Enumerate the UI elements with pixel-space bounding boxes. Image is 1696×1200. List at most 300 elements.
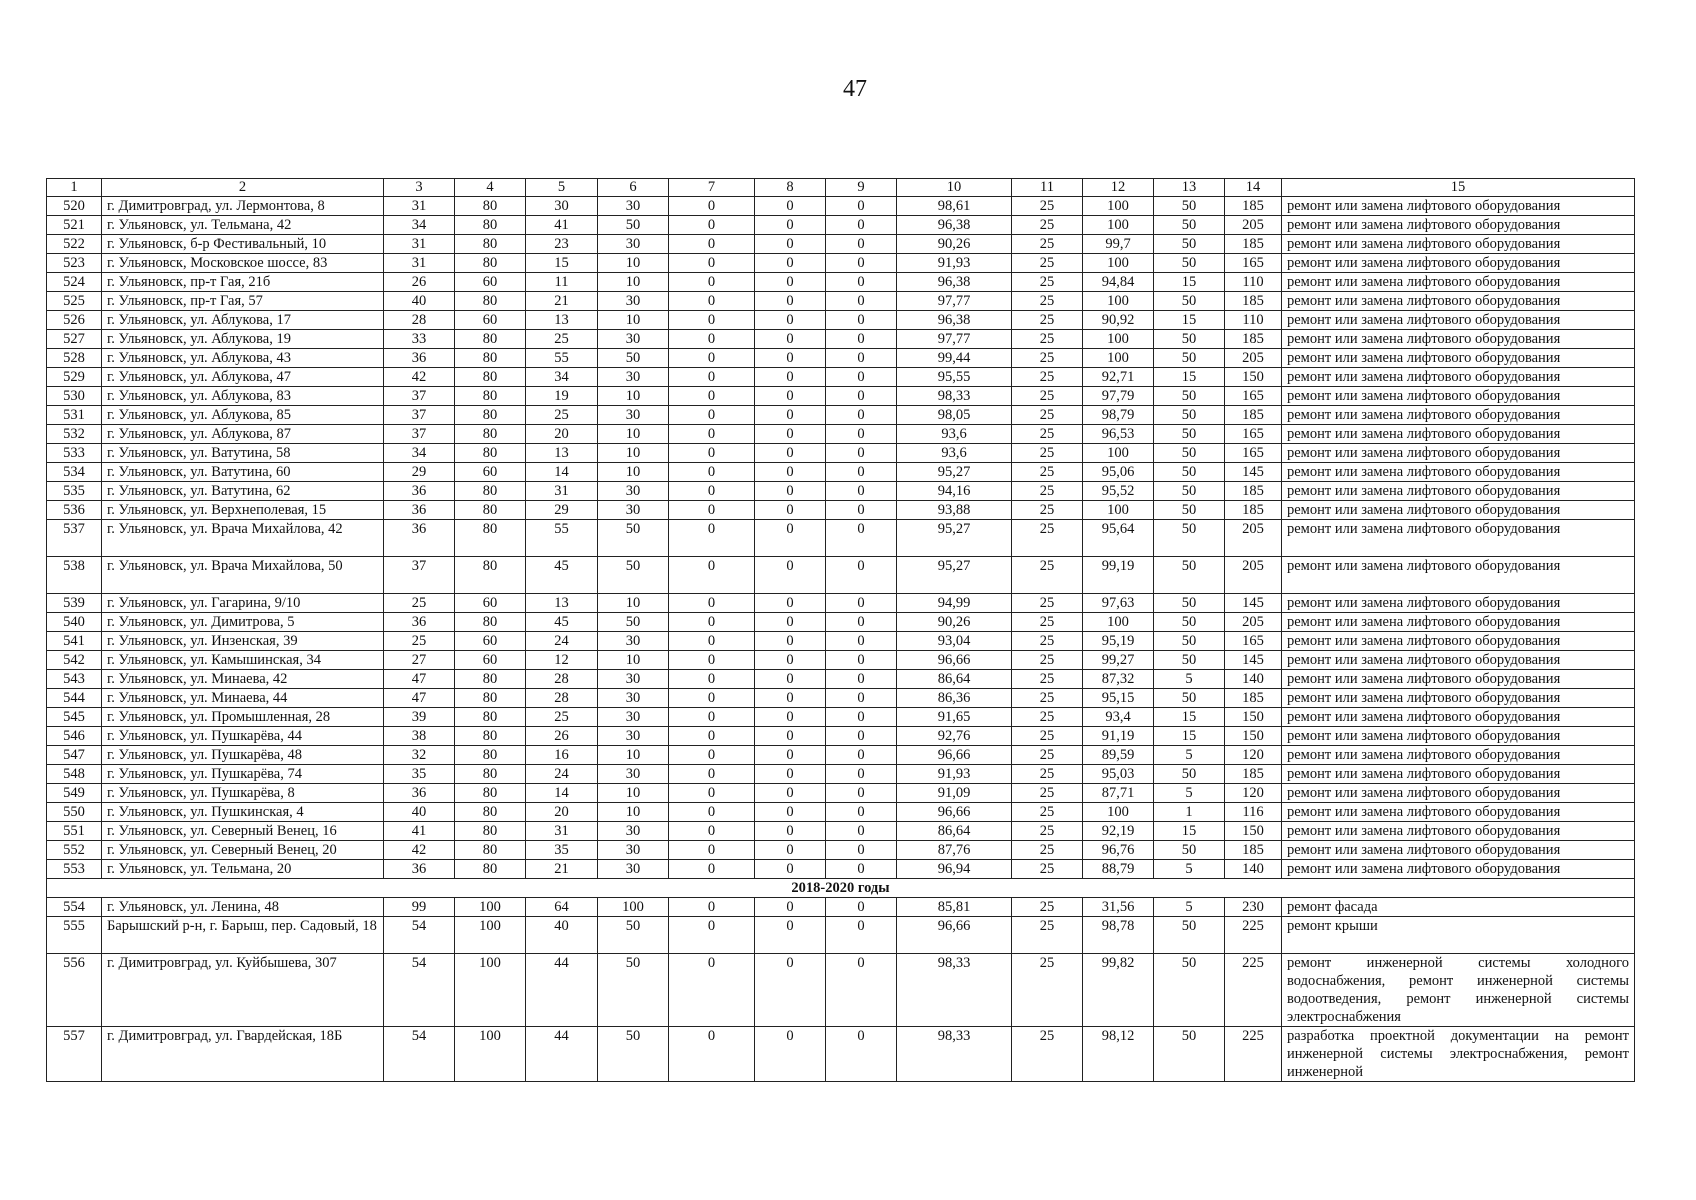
col9-cell: 0: [826, 1027, 897, 1082]
col11-cell: 25: [1012, 501, 1083, 520]
col10-cell: 85,81: [897, 898, 1012, 917]
col10-cell: 96,66: [897, 746, 1012, 765]
col7-cell: 0: [669, 670, 755, 689]
col9-cell: 0: [826, 444, 897, 463]
col6-cell: 50: [598, 216, 669, 235]
col5-cell: 41: [526, 216, 598, 235]
page-number: 47: [843, 76, 867, 102]
col4-cell: 80: [455, 670, 526, 689]
col9-cell: 0: [826, 746, 897, 765]
col6-cell: 30: [598, 482, 669, 501]
row-number: 545: [47, 708, 102, 727]
col4-cell: 60: [455, 311, 526, 330]
col10-cell: 94,16: [897, 482, 1012, 501]
work-type-cell: ремонт фасада: [1282, 898, 1635, 917]
col14-cell: 185: [1225, 482, 1282, 501]
table-row: [47, 520, 1635, 557]
col9-cell: 0: [826, 292, 897, 311]
col13-cell: 50: [1154, 841, 1225, 860]
work-type-cell: ремонт крыши: [1282, 917, 1635, 954]
col9-cell: 0: [826, 425, 897, 444]
address-cell: г. Ульяновск, ул. Камышинская, 34: [102, 651, 384, 670]
col12-cell: 100: [1083, 501, 1154, 520]
address-cell: г. Димитровград, ул. Лермонтова, 8: [102, 197, 384, 216]
col4-cell: 80: [455, 613, 526, 632]
col4-cell: 80: [455, 784, 526, 803]
table-row: [47, 216, 1635, 235]
col7-cell: 0: [669, 216, 755, 235]
col8-cell: 0: [755, 765, 826, 784]
table-row: [47, 235, 1635, 254]
row-number: 553: [47, 860, 102, 879]
col4-cell: 80: [455, 841, 526, 860]
col14-cell: 150: [1225, 727, 1282, 746]
address-cell: г. Ульяновск, ул. Аблукова, 47: [102, 368, 384, 387]
col4-cell: 80: [455, 765, 526, 784]
table-row: [47, 273, 1635, 292]
address-cell: г. Ульяновск, ул. Пушкарёва, 74: [102, 765, 384, 784]
col13-cell: 50: [1154, 1027, 1225, 1082]
col13-cell: 50: [1154, 651, 1225, 670]
col12-cell: 98,79: [1083, 406, 1154, 425]
col6-cell: 50: [598, 613, 669, 632]
col8-cell: 0: [755, 311, 826, 330]
row-number: 520: [47, 197, 102, 216]
col4-cell: 100: [455, 954, 526, 1027]
col11-cell: 25: [1012, 482, 1083, 501]
col4-cell: 80: [455, 425, 526, 444]
address-cell: г. Ульяновск, ул. Тельмана, 20: [102, 860, 384, 879]
work-type-cell: разработка проектной документации на ремонт инженерной системы электроснабжения, ремонт инженерной: [1282, 1027, 1635, 1082]
table-row: [47, 1027, 1635, 1082]
col5-cell: 24: [526, 632, 598, 651]
col3-cell: 36: [384, 349, 455, 368]
col8-cell: 0: [755, 254, 826, 273]
col8-cell: 0: [755, 387, 826, 406]
row-number: 530: [47, 387, 102, 406]
work-type-cell: ремонт или замена лифтового оборудования: [1282, 292, 1635, 311]
col13-cell: 50: [1154, 463, 1225, 482]
work-type-cell: ремонт или замена лифтового оборудования: [1282, 784, 1635, 803]
col14-cell: 185: [1225, 841, 1282, 860]
col11-cell: 25: [1012, 1027, 1083, 1082]
col9-cell: 0: [826, 273, 897, 292]
column-number-row: [47, 179, 1635, 197]
col12-cell: 95,19: [1083, 632, 1154, 651]
col4-cell: 60: [455, 273, 526, 292]
col14-cell: 145: [1225, 463, 1282, 482]
address-cell: г. Ульяновск, ул. Верхнеполевая, 15: [102, 501, 384, 520]
col12-cell: 31,56: [1083, 898, 1154, 917]
col13-cell: 50: [1154, 689, 1225, 708]
col8-cell: 0: [755, 292, 826, 311]
column-header-10: 10: [897, 179, 1012, 197]
col3-cell: 40: [384, 292, 455, 311]
address-cell: г. Ульяновск, ул. Тельмана, 42: [102, 216, 384, 235]
work-type-cell: ремонт или замена лифтового оборудования: [1282, 765, 1635, 784]
col9-cell: 0: [826, 330, 897, 349]
col6-cell: 30: [598, 708, 669, 727]
column-header-1: 1: [47, 179, 102, 197]
col11-cell: 25: [1012, 860, 1083, 879]
col3-cell: 28: [384, 311, 455, 330]
col6-cell: 30: [598, 406, 669, 425]
col12-cell: 100: [1083, 803, 1154, 822]
table-row: [47, 387, 1635, 406]
col14-cell: 110: [1225, 311, 1282, 330]
col6-cell: 30: [598, 235, 669, 254]
table-row: [47, 632, 1635, 651]
col6-cell: 10: [598, 746, 669, 765]
col4-cell: 60: [455, 651, 526, 670]
col10-cell: 86,64: [897, 822, 1012, 841]
col6-cell: 30: [598, 689, 669, 708]
col12-cell: 92,71: [1083, 368, 1154, 387]
col8-cell: 0: [755, 1027, 826, 1082]
col12-cell: 97,63: [1083, 594, 1154, 613]
row-number: 551: [47, 822, 102, 841]
row-number: 536: [47, 501, 102, 520]
col10-cell: 90,26: [897, 613, 1012, 632]
work-type-cell: ремонт или замена лифтового оборудования: [1282, 708, 1635, 727]
col11-cell: 25: [1012, 273, 1083, 292]
column-header-11: 11: [1012, 179, 1083, 197]
table-row: [47, 557, 1635, 594]
col3-cell: 36: [384, 784, 455, 803]
work-type-cell: ремонт или замена лифтового оборудования: [1282, 330, 1635, 349]
col13-cell: 50: [1154, 235, 1225, 254]
table-row: [47, 708, 1635, 727]
col10-cell: 91,93: [897, 254, 1012, 273]
col5-cell: 21: [526, 860, 598, 879]
table-row: [47, 917, 1635, 954]
col11-cell: 25: [1012, 765, 1083, 784]
col4-cell: 80: [455, 860, 526, 879]
row-number: 549: [47, 784, 102, 803]
col6-cell: 30: [598, 765, 669, 784]
column-header-13: 13: [1154, 179, 1225, 197]
col6-cell: 50: [598, 954, 669, 1027]
col8-cell: 0: [755, 670, 826, 689]
row-number: 546: [47, 727, 102, 746]
col10-cell: 86,64: [897, 670, 1012, 689]
col7-cell: 0: [669, 349, 755, 368]
col3-cell: 41: [384, 822, 455, 841]
col6-cell: 30: [598, 841, 669, 860]
row-number: 521: [47, 216, 102, 235]
col10-cell: 95,27: [897, 520, 1012, 557]
col12-cell: 87,32: [1083, 670, 1154, 689]
col7-cell: 0: [669, 406, 755, 425]
col3-cell: 36: [384, 860, 455, 879]
col13-cell: 50: [1154, 482, 1225, 501]
address-cell: г. Ульяновск, ул. Аблукова, 17: [102, 311, 384, 330]
col14-cell: 205: [1225, 557, 1282, 594]
col7-cell: 0: [669, 235, 755, 254]
col7-cell: 0: [669, 651, 755, 670]
col6-cell: 50: [598, 917, 669, 954]
col5-cell: 24: [526, 765, 598, 784]
col13-cell: 50: [1154, 197, 1225, 216]
col3-cell: 36: [384, 613, 455, 632]
col7-cell: 0: [669, 463, 755, 482]
col5-cell: 34: [526, 368, 598, 387]
col5-cell: 16: [526, 746, 598, 765]
col13-cell: 15: [1154, 708, 1225, 727]
col6-cell: 30: [598, 822, 669, 841]
col3-cell: 35: [384, 765, 455, 784]
row-number: 547: [47, 746, 102, 765]
col12-cell: 87,71: [1083, 784, 1154, 803]
col6-cell: 30: [598, 670, 669, 689]
col8-cell: 0: [755, 708, 826, 727]
col13-cell: 50: [1154, 254, 1225, 273]
col3-cell: 31: [384, 197, 455, 216]
col12-cell: 96,53: [1083, 425, 1154, 444]
col8-cell: 0: [755, 860, 826, 879]
col7-cell: 0: [669, 765, 755, 784]
col9-cell: 0: [826, 254, 897, 273]
col10-cell: 97,77: [897, 292, 1012, 311]
col14-cell: 185: [1225, 330, 1282, 349]
col7-cell: 0: [669, 254, 755, 273]
col12-cell: 95,03: [1083, 765, 1154, 784]
col13-cell: 15: [1154, 822, 1225, 841]
col8-cell: 0: [755, 349, 826, 368]
col9-cell: 0: [826, 311, 897, 330]
col3-cell: 47: [384, 689, 455, 708]
address-cell: г. Ульяновск, ул. Ленина, 48: [102, 898, 384, 917]
col13-cell: 50: [1154, 425, 1225, 444]
col4-cell: 80: [455, 803, 526, 822]
table-row: [47, 898, 1635, 917]
table-row: [47, 501, 1635, 520]
col4-cell: 80: [455, 349, 526, 368]
work-type-cell: ремонт или замена лифтового оборудования: [1282, 501, 1635, 520]
col12-cell: 94,84: [1083, 273, 1154, 292]
col6-cell: 10: [598, 444, 669, 463]
col10-cell: 98,05: [897, 406, 1012, 425]
col9-cell: 0: [826, 520, 897, 557]
col9-cell: 0: [826, 557, 897, 594]
col12-cell: 95,06: [1083, 463, 1154, 482]
col9-cell: 0: [826, 632, 897, 651]
row-number: 554: [47, 898, 102, 917]
col10-cell: 86,36: [897, 689, 1012, 708]
col13-cell: 50: [1154, 765, 1225, 784]
col9-cell: 0: [826, 689, 897, 708]
col12-cell: 98,12: [1083, 1027, 1154, 1082]
col14-cell: 205: [1225, 349, 1282, 368]
col3-cell: 27: [384, 651, 455, 670]
col13-cell: 50: [1154, 444, 1225, 463]
work-type-cell: ремонт или замена лифтового оборудования: [1282, 463, 1635, 482]
col5-cell: 28: [526, 689, 598, 708]
col7-cell: 0: [669, 917, 755, 954]
col7-cell: 0: [669, 841, 755, 860]
col5-cell: 23: [526, 235, 598, 254]
col13-cell: 50: [1154, 917, 1225, 954]
col13-cell: 50: [1154, 520, 1225, 557]
col6-cell: 50: [598, 557, 669, 594]
column-header-5: 5: [526, 179, 598, 197]
col11-cell: 25: [1012, 444, 1083, 463]
col5-cell: 12: [526, 651, 598, 670]
col13-cell: 15: [1154, 727, 1225, 746]
table-row: [47, 406, 1635, 425]
col4-cell: 100: [455, 1027, 526, 1082]
work-type-cell: ремонт или замена лифтового оборудования: [1282, 254, 1635, 273]
col14-cell: 185: [1225, 689, 1282, 708]
col7-cell: 0: [669, 727, 755, 746]
col5-cell: 13: [526, 444, 598, 463]
col5-cell: 45: [526, 557, 598, 594]
col11-cell: 25: [1012, 651, 1083, 670]
col7-cell: 0: [669, 501, 755, 520]
col9-cell: 0: [826, 613, 897, 632]
address-cell: Барышский р-н, г. Барыш, пер. Садовый, 18: [102, 917, 384, 954]
col6-cell: 30: [598, 292, 669, 311]
col9-cell: 0: [826, 349, 897, 368]
work-type-cell: ремонт или замена лифтового оборудования: [1282, 822, 1635, 841]
col14-cell: 165: [1225, 425, 1282, 444]
col4-cell: 80: [455, 689, 526, 708]
col8-cell: 0: [755, 444, 826, 463]
row-number: 550: [47, 803, 102, 822]
col6-cell: 10: [598, 463, 669, 482]
col5-cell: 44: [526, 1027, 598, 1082]
col9-cell: 0: [826, 406, 897, 425]
table-row: [47, 463, 1635, 482]
col11-cell: 25: [1012, 216, 1083, 235]
col7-cell: 0: [669, 387, 755, 406]
col7-cell: 0: [669, 954, 755, 1027]
col3-cell: 99: [384, 898, 455, 917]
col3-cell: 47: [384, 670, 455, 689]
work-type-cell: ремонт инженерной системы холодного водоснабжения, ремонт инженерной системы водоотведения, ремонт инженерной системы электроснабжения: [1282, 954, 1635, 1027]
col13-cell: 15: [1154, 311, 1225, 330]
col6-cell: 10: [598, 425, 669, 444]
col9-cell: 0: [826, 387, 897, 406]
col7-cell: 0: [669, 613, 755, 632]
col14-cell: 185: [1225, 501, 1282, 520]
col12-cell: 91,19: [1083, 727, 1154, 746]
col11-cell: 25: [1012, 425, 1083, 444]
col11-cell: 25: [1012, 292, 1083, 311]
col13-cell: 5: [1154, 898, 1225, 917]
col5-cell: 15: [526, 254, 598, 273]
table-row: [47, 330, 1635, 349]
row-number: 533: [47, 444, 102, 463]
col6-cell: 10: [598, 803, 669, 822]
col5-cell: 14: [526, 784, 598, 803]
col7-cell: 0: [669, 594, 755, 613]
col4-cell: 80: [455, 727, 526, 746]
col8-cell: 0: [755, 822, 826, 841]
address-cell: г. Ульяновск, ул. Аблукова, 43: [102, 349, 384, 368]
col11-cell: 25: [1012, 746, 1083, 765]
work-type-cell: ремонт или замена лифтового оборудования: [1282, 273, 1635, 292]
col14-cell: 185: [1225, 292, 1282, 311]
work-type-cell: ремонт или замена лифтового оборудования: [1282, 746, 1635, 765]
register-table: [46, 178, 1635, 1082]
col13-cell: 50: [1154, 954, 1225, 1027]
col11-cell: 25: [1012, 727, 1083, 746]
col14-cell: 230: [1225, 898, 1282, 917]
column-header-3: 3: [384, 179, 455, 197]
col12-cell: 100: [1083, 197, 1154, 216]
col12-cell: 93,4: [1083, 708, 1154, 727]
col12-cell: 97,79: [1083, 387, 1154, 406]
row-number: 534: [47, 463, 102, 482]
col14-cell: 205: [1225, 520, 1282, 557]
col9-cell: 0: [826, 197, 897, 216]
col6-cell: 30: [598, 727, 669, 746]
col6-cell: 10: [598, 594, 669, 613]
col5-cell: 44: [526, 954, 598, 1027]
col8-cell: 0: [755, 651, 826, 670]
col9-cell: 0: [826, 463, 897, 482]
col8-cell: 0: [755, 235, 826, 254]
column-header-6: 6: [598, 179, 669, 197]
row-number: 532: [47, 425, 102, 444]
work-type-cell: ремонт или замена лифтового оборудования: [1282, 406, 1635, 425]
table-row: [47, 651, 1635, 670]
address-cell: г. Ульяновск, ул. Пушкинская, 4: [102, 803, 384, 822]
col7-cell: 0: [669, 1027, 755, 1082]
work-type-cell: ремонт или замена лифтового оборудования: [1282, 520, 1635, 557]
col7-cell: 0: [669, 311, 755, 330]
column-header-12: 12: [1083, 179, 1154, 197]
col7-cell: 0: [669, 803, 755, 822]
col3-cell: 39: [384, 708, 455, 727]
col14-cell: 185: [1225, 197, 1282, 216]
col11-cell: 25: [1012, 917, 1083, 954]
work-type-cell: ремонт или замена лифтового оборудования: [1282, 727, 1635, 746]
row-number: 538: [47, 557, 102, 594]
col9-cell: 0: [826, 860, 897, 879]
col3-cell: 40: [384, 803, 455, 822]
col6-cell: 50: [598, 349, 669, 368]
col8-cell: 0: [755, 841, 826, 860]
col3-cell: 25: [384, 594, 455, 613]
address-cell: г. Ульяновск, ул. Ватутина, 62: [102, 482, 384, 501]
col3-cell: 42: [384, 841, 455, 860]
col3-cell: 54: [384, 917, 455, 954]
col11-cell: 25: [1012, 708, 1083, 727]
col12-cell: 100: [1083, 216, 1154, 235]
col11-cell: 25: [1012, 784, 1083, 803]
work-type-cell: ремонт или замена лифтового оборудования: [1282, 594, 1635, 613]
col12-cell: 98,78: [1083, 917, 1154, 954]
address-cell: г. Ульяновск, ул. Северный Венец, 16: [102, 822, 384, 841]
col11-cell: 25: [1012, 254, 1083, 273]
col7-cell: 0: [669, 292, 755, 311]
col12-cell: 90,92: [1083, 311, 1154, 330]
table-row: [47, 444, 1635, 463]
col8-cell: 0: [755, 727, 826, 746]
work-type-cell: ремонт или замена лифтового оборудования: [1282, 632, 1635, 651]
col9-cell: 0: [826, 651, 897, 670]
col10-cell: 98,33: [897, 1027, 1012, 1082]
col13-cell: 50: [1154, 557, 1225, 594]
col10-cell: 93,6: [897, 444, 1012, 463]
address-cell: г. Ульяновск, ул. Инзенская, 39: [102, 632, 384, 651]
col14-cell: 165: [1225, 632, 1282, 651]
address-cell: г. Ульяновск, пр-т Гая, 21б: [102, 273, 384, 292]
col4-cell: 100: [455, 917, 526, 954]
col10-cell: 96,66: [897, 651, 1012, 670]
